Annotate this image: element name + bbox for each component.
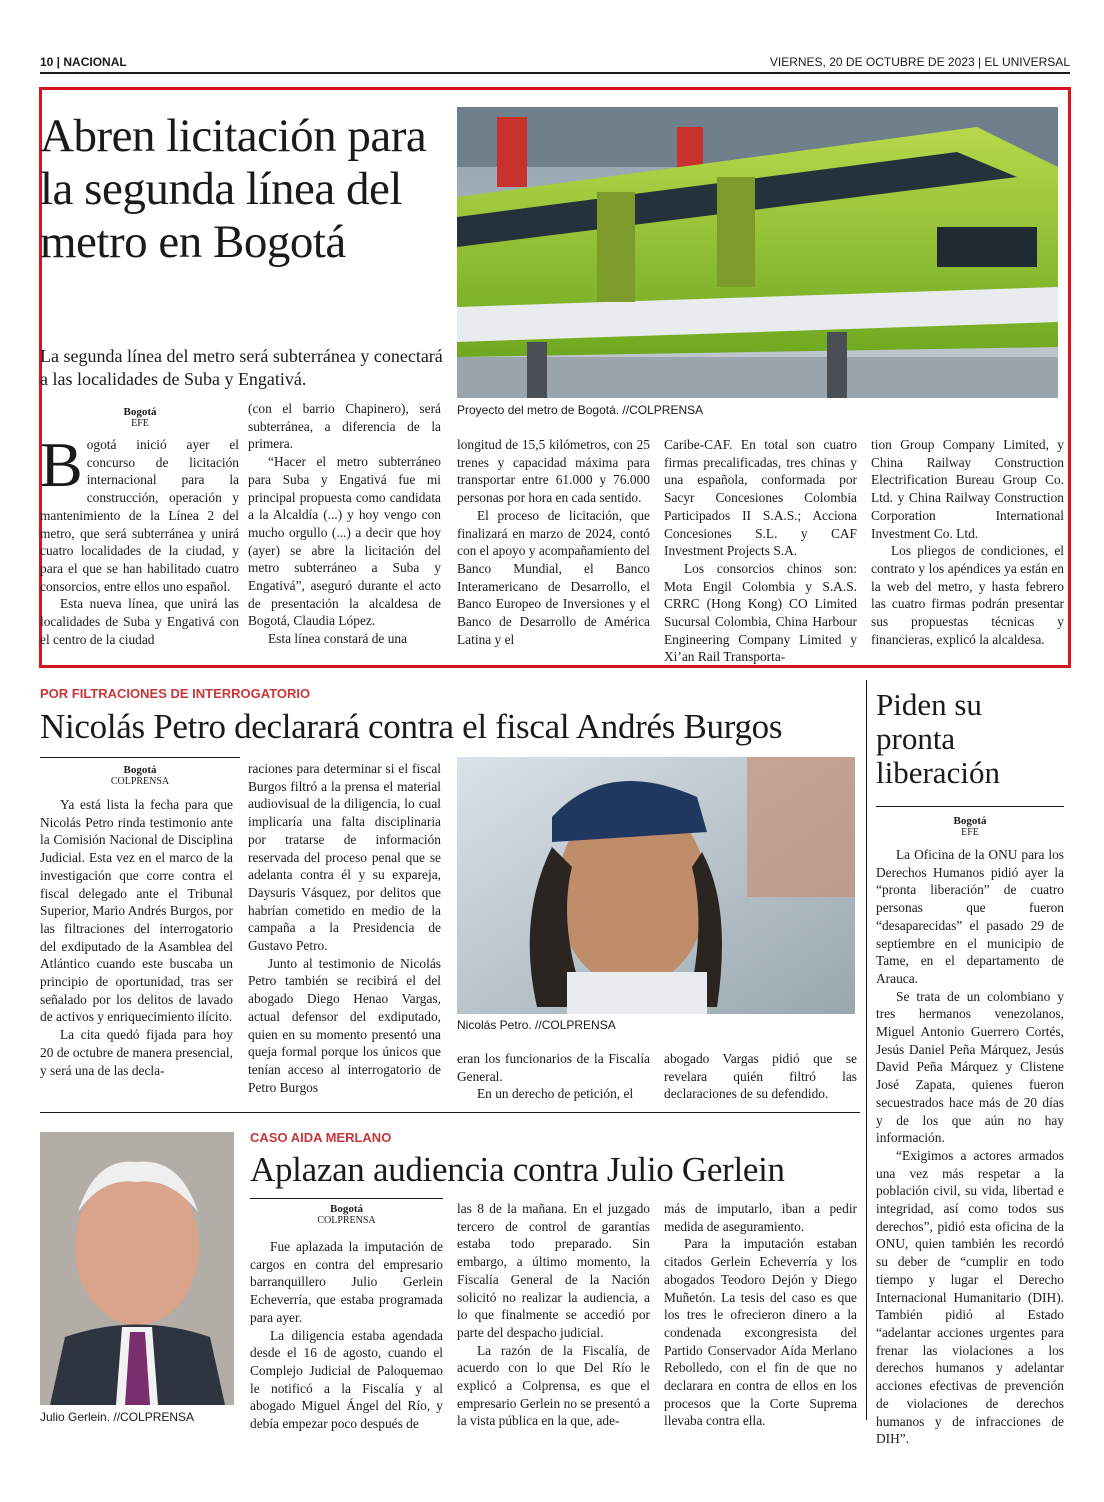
story4-headline: Aplazan audiencia contra Julio Gerlein	[250, 1150, 785, 1189]
date-paper-label: VIERNES, 20 DE OCTUBRE DE 2023 | EL UNIVERSAL	[769, 55, 1070, 69]
story2-col1	[40, 796, 233, 1079]
metro-train-photo	[457, 107, 1058, 398]
story3-byline-place: Bogotá	[953, 815, 987, 827]
story3-p2: Se trata de un colombiano y tres hermanos venezolanos, Miguel Antonio Guerrero Cortés, Jesús Daniel Peña Márquez, Jesús David Peña Márquez y Clistene José Zapata, quienes fueron secuestrados hace más de 20 días y de los que aún no hay información.	[876, 988, 1064, 1146]
story2-byline	[40, 764, 240, 788]
story4-col1-p2: La diligencia estaba agendada desde el 16 de agosto, cuando el Complejo Judicial de Paloquemao le notificó a la Fiscalía y al abogado Miguel Ángel del Río, y debía empezar poco después de	[250, 1327, 443, 1432]
story1-col4-p1: Caribe-CAF. En total son cuatro firmas precalificadas, tres chinas y una española, conformada por Sacyr Concesiones Colombia Participados II S.A.S.; Acciona Concesiones S.L. y CAF Investment Projects S.A.	[664, 437, 857, 559]
story1-dropcap: B	[40, 429, 83, 500]
story4-col2	[457, 1200, 650, 1430]
story1-col5-p2: Los pliegos de condiciones, el contrato y los apéndices ya están en la web del metro, y hasta febrero las cuatro firmas podrán presentar sus propuestas técnicas y financieras, explicó la alcaldesa.	[871, 543, 1064, 647]
story1-col4	[664, 436, 857, 666]
story2-col1-p1: Ya está lista la fecha para que Nicolás Petro rinda testimonio ante la Comisión Nacional de Disciplina Judicial. Esta vez en el marco de la investigación que corre contra el fiscal delegado ante el Tribunal Superior, Mario Andrés Burgos, por las filtraciones del interrogatorio del exdiputado de la Asamblea del Atlántico cuando este buscaba un principio de oportunidad, tras ser señalado por los delitos de lavado de activos y enriquecimiento ilícito.	[40, 797, 233, 1025]
nicolas-petro-photo	[457, 757, 855, 1014]
story1-col5-p1: tion Group Company Limited, y China Railway Construction Electrification Bureau Group Co. Ltd. y China Railway Construction Corporation International Investment Co. Ltd.	[871, 437, 1064, 541]
story1-col2-p3: Esta línea constará de una	[268, 631, 408, 647]
story1-col3-p1: longitud de 15,5 kilómetros, con 25 trenes y capacidad máxima para transportar entre 61.000 y 76.000 personas por hora en cada sentido.	[457, 437, 650, 506]
story2-col2-p1: raciones para determinar si el fiscal Burgos filtró a la prensa el material audiovisual de la diligencia, lo cual implicaría una falta disciplinaria por tratarse de información reservada del proceso penal que se adelanta contra él y su expareja, Daysuris Vásquez, por delitos que habrían cometido en medio de la campaña a la Presidencia de Gustavo Petro.	[248, 761, 441, 954]
story3-byline-agency: EFE	[961, 827, 979, 838]
story1-col3	[457, 436, 650, 648]
story1-deck: La segunda línea del metro será subterránea y conectará a las localidades de Suba y Engativá.	[40, 346, 443, 389]
story3-headline: Piden su pronta liberación	[876, 687, 1000, 790]
header-rule	[40, 72, 1070, 74]
story3-p1: La Oficina de la ONU para los Derechos Humanos pidió ayer la “pronta liberación” de cuatro personas que fueron “desaparecidas” el pasado 29 de septiembre en el municipio de Tame, en el departamento de Arauca.	[876, 847, 1064, 986]
story1-byline-place: Bogotá	[123, 406, 157, 418]
story4-byline	[250, 1203, 443, 1227]
story1-col1	[40, 429, 239, 648]
story2-headline: Nicolás Petro declarará contra el fiscal Andrés Burgos	[40, 707, 783, 746]
story2-byline-rule	[40, 757, 240, 758]
story1-byline-agency: EFE	[131, 418, 149, 429]
story2-col4-p1: abogado Vargas pidió que se revelara quién filtró las declaraciones de su defendido.	[664, 1051, 857, 1102]
page-section-label: 10 | NACIONAL	[40, 55, 127, 69]
story4-col1-p1: Fue aplazada la imputación de cargos en contra del empresario barranquillero Julio Gerlein Echeverría, que estaba programada para ayer.	[250, 1239, 443, 1325]
story4-byline-agency: COLPRENSA	[317, 1215, 376, 1226]
story1-col3-p2: El proceso de licitación, que finalizará en marzo de 2024, contó con el apoyo y acompañamiento del Banco Mundial, el Banco Interamericano de Desarrollo, el Banco Europeo de Inversiones y el Banco de Desarrollo de América Latina y el	[457, 507, 650, 647]
story2-col3-p2: En un derecho de petición, el	[477, 1086, 634, 1102]
story4-photo-caption: Julio Gerlein. //COLPRENSA	[40, 1410, 195, 1424]
story1-photo-caption: Proyecto del metro de Bogotá. //COLPRENSA	[457, 403, 704, 417]
story3-p3: “Exigimos a actores armados una vez más respetar a la población civil, su vida, libertad e integridad, así como todos sus derechos”, pidió esta oficina de la ONU, quien también les recordó su deber de “cumplir en todo tiempo y lugar el Derecho Internacional Humanitario (DIH). También pidió al Estado “adelantar acciones urgentes para frenar las violaciones a los derechos humanos y adelantar acciones efectivas de prevención de violaciones de derechos humanos y de infracciones de DIH”.	[876, 1147, 1064, 1447]
story1-col4-p2: Los consorcios chinos son: Mota Engil Colombia y S.A.S. CRRC (Hong Kong) CO Limited Sucursal Colombia, China Harbour Engineering Company Limited y Xi’an Rail Transporta-	[664, 560, 857, 665]
story2-col4	[664, 1050, 857, 1103]
story4-col1	[250, 1238, 443, 1433]
story3-byline-rule	[876, 806, 1064, 807]
story4-byline-rule	[250, 1198, 443, 1199]
story2-photo-caption: Nicolás Petro. //COLPRENSA	[457, 1018, 616, 1032]
story4-col2-p1: las 8 de la mañana. En el juzgado tercero de control de garantías estaba todo preparado. Sin embargo, a último momento, la Fiscalía General de la Nación solicitó no realizar la audiencia, a lo que finalmente se accedió por parte del despacho judicial.	[457, 1201, 650, 1340]
story1-col1-p1: ogotá inició ayer el concurso de licitación internacional para la construcción, operación y mantenimiento de la Línea 2 del metro, que será subterránea y unirá cuatro localidades de la ciudad, y para el que se han habilitado cuatro consorcios, entre ellos uno español.	[40, 437, 239, 594]
story1-col2-p2: “Hacer el metro subterráneo para Suba y Engativá fue mi principal propuesta como candidata a la Alcaldía (...) y hoy vengo con mucho orgullo (...) a decir que hoy (ayer) se abre la licitación del metro subterráneo a Suba y Engativá”, aseguró durante el acto de presentación la alcaldesa de Bogotá, Claudia López.	[248, 454, 441, 629]
story4-col2-p2: La razón de la Fiscalía, de acuerdo con lo que Del Río le explicó a Colprensa, es que el empresario Gerlein no se presentó a la vista pública en la que, ade-	[457, 1342, 650, 1429]
story4-col3-p2: Para la imputación estaban citados Gerlein Echeverría y los abogados Teodoro Dejón y Diego Muñetón. La tesis del caso es que los tres le ofrecieron dinero a la condenada excongresista del Partido Conservador Aída Merlano Rebolledo, con el fin de que no declarara en contra de ellos en los procesos que la Corte Suprema llevaba contra ella.	[664, 1236, 857, 1429]
story2-col2-p2: Junto al testimonio de Nicolás Petro también se recibirá el del abogado Diego Henao Vargas, actual defensor del exdiputado, quien en su momento presentó una queja formal porque los únicos que tenían acceso al interrogatorio de Petro Burgos	[248, 955, 441, 1095]
story2-byline-place: Bogotá	[123, 764, 157, 776]
story4-byline-place: Bogotá	[330, 1203, 363, 1215]
story4-col3-p1: más de imputarlo, iban a pedir medida de aseguramiento.	[664, 1201, 857, 1234]
story1-byline	[40, 406, 240, 430]
story2-col3-p1: eran los funcionarios de la Fiscalía General.	[457, 1051, 650, 1084]
story4-kicker: CASO AIDA MERLANO	[250, 1130, 392, 1145]
story1-headline: Abren licitación para la segunda línea del metro en Bogotá	[40, 110, 427, 268]
julio-gerlein-photo	[40, 1132, 234, 1405]
story1-col2-p1: (con el barrio Chapinero), será subterránea, a diferencia de la primera.	[248, 401, 441, 452]
story3-byline	[876, 815, 1064, 839]
story2-col1-p2: La cita quedó fijada para hoy 20 de octubre de manera presencial, y será una de las decla-	[40, 1027, 233, 1078]
story2-col3	[457, 1050, 650, 1103]
story1-col5	[871, 436, 1064, 648]
story3-body	[876, 846, 1064, 1448]
story2-kicker: POR FILTRACIONES DE INTERROGATORIO	[40, 686, 311, 701]
story4-col3	[664, 1200, 857, 1430]
story2-col2	[248, 760, 441, 1096]
story2-bottom-rule	[40, 1112, 860, 1113]
story1-col2	[248, 400, 441, 648]
story1-col1-p2: Esta nueva línea, que unirá las localidades de Suba y Engativá con el centro de la ciudad	[40, 596, 239, 647]
story2-byline-agency: COLPRENSA	[110, 776, 170, 787]
sidebar-divider	[866, 680, 867, 1420]
